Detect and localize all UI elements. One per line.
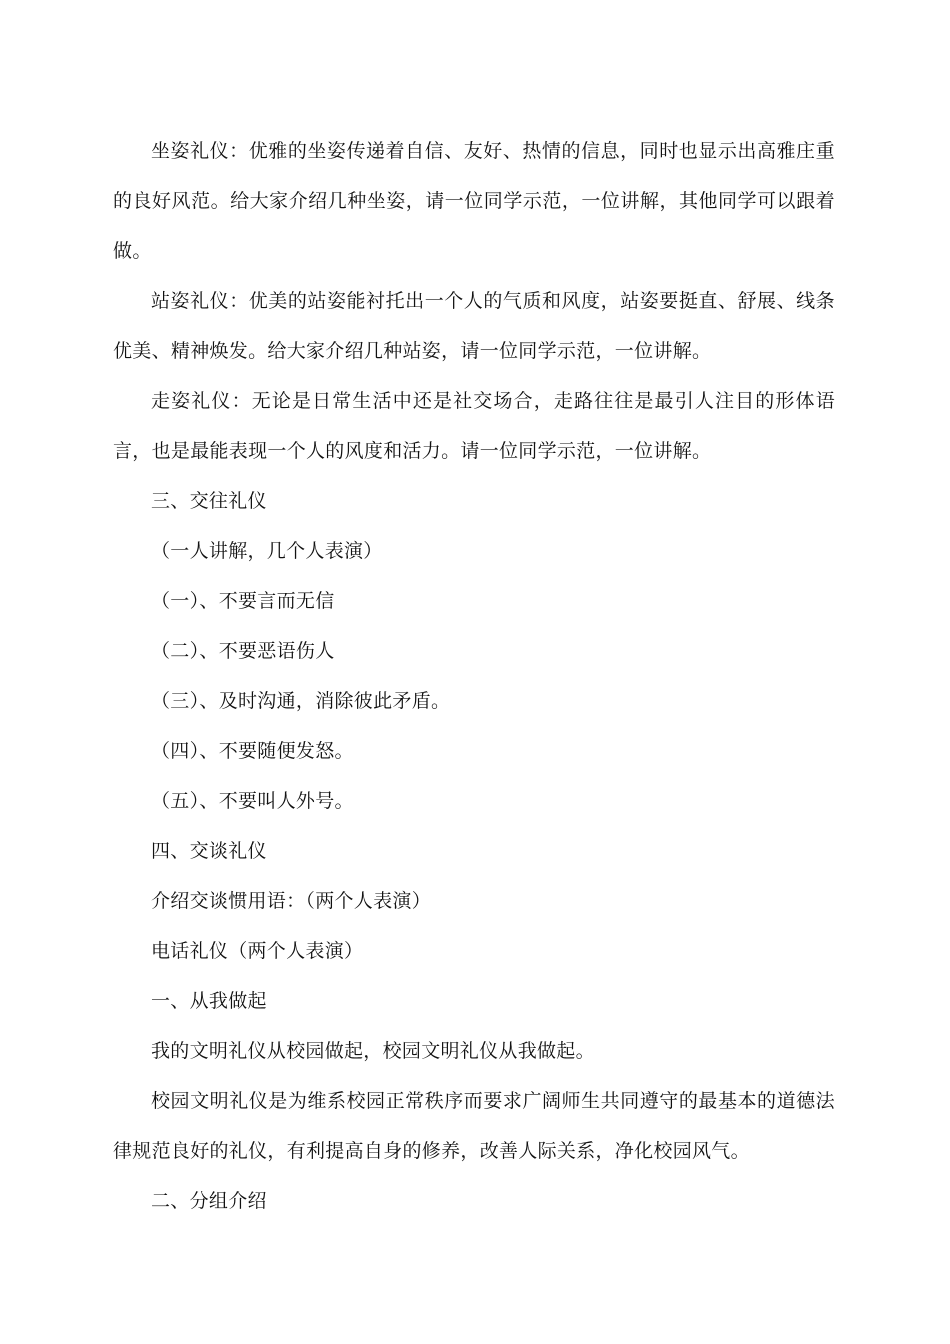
paragraph-my-etiquette: 我的文明礼仪从校园做起，校园文明礼仪从我做起。 — [151, 1040, 595, 1062]
paragraph-sitting-etiquette: 坐姿礼仪：优雅的坐姿传递着自信、友好、热情的信息，同时也显示出高雅庄重的良好风范。给大家介绍几种坐姿，请一位同学示范，一位讲解，其他同学可以跟着做。 — [113, 140, 835, 262]
paragraph-standing-etiquette: 站姿礼仪：优美的站姿能衬托出一个人的气质和风度，站姿要挺直、舒展、线条优美、精神焕发。给大家介绍几种站姿，请一位同学示范，一位讲解。 — [113, 290, 835, 362]
list-item-5: （五）、不要叫人外号。 — [151, 790, 354, 812]
heading-group-introduction: 二、分组介绍 — [151, 1190, 267, 1212]
paragraph-performance-note: （一人讲解，几个人表演） — [151, 540, 383, 562]
paragraph-walking-etiquette: 走姿礼仪：无论是日常生活中还是社交场合，走路往往是最引人注目的形体语言，也是最能表现一个人的风度和活力。请一位同学示范，一位讲解。 — [113, 390, 835, 462]
heading-conversation-etiquette: 四、交谈礼仪 — [151, 840, 267, 862]
heading-social-etiquette: 三、交往礼仪 — [151, 490, 267, 512]
list-item-1: （一）、不要言而无信 — [151, 590, 335, 612]
paragraph-campus-etiquette: 校园文明礼仪是为维系校园正常秩序而要求广阔师生共同遵守的最基本的道德法律规范良好的礼仪，有利提高自身的修养，改善人际关系，净化校园风气。 — [113, 1090, 835, 1162]
list-item-2: （二）、不要恶语伤人 — [151, 640, 335, 662]
paragraph-phone-etiquette: 电话礼仪（两个人表演） — [151, 940, 364, 962]
list-item-4: （四）、不要随便发怒。 — [151, 740, 354, 762]
paragraph-introduction-phrases: 介绍交谈惯用语：（两个人表演） — [151, 890, 432, 912]
document-body — [113, 126, 835, 1226]
heading-start-with-me: 一、从我做起 — [151, 990, 267, 1012]
list-item-3: （三）、及时沟通，消除彼此矛盾。 — [151, 690, 451, 712]
